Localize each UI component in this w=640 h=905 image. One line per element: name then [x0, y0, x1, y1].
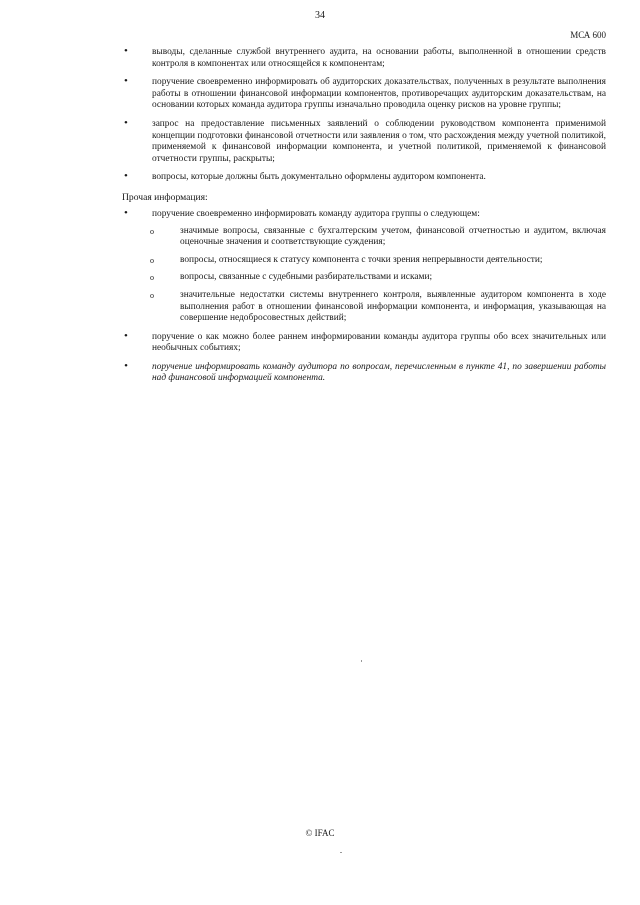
bullet-icon: •	[124, 359, 128, 372]
list-item	[122, 47, 606, 70]
list-item	[122, 172, 606, 184]
sub-list-item	[150, 290, 606, 325]
circle-bullet-icon: o	[150, 255, 154, 265]
sub-list-item-text: вопросы, относящиеся к статусу компонента с точки зрения непрерывности деятельности;	[180, 254, 543, 265]
sub-list-item-text: значительные недостатки системы внутреннего контроля, выявленные аудитором компонента в ходе выполнения работ в отношении финансовой информации компонента, и информация, указывающая на совершение недобросовестных действий;	[180, 289, 606, 324]
scan-speck	[340, 852, 342, 853]
standard-code: МСА 600	[570, 30, 606, 40]
bullet-icon: •	[124, 75, 128, 88]
bullet-icon: •	[124, 170, 128, 183]
document-body	[122, 47, 606, 392]
list-item-text: поручение о как можно более раннем информировании команды аудитора группы обо всех значительных или необычных событиях;	[152, 331, 606, 354]
circle-bullet-icon: o	[150, 290, 154, 300]
circle-bullet-icon: o	[150, 226, 154, 236]
sub-list	[150, 226, 606, 325]
list-item	[122, 77, 606, 112]
list-item-text: поручение своевременно информировать команду аудитора группы о следующем:	[152, 208, 480, 219]
sub-list-item-text: значимые вопросы, связанные с бухгалтерским учетом, финансовой отчетностью и аудитом, включая оценочные значения и соответствующие суждения;	[180, 225, 606, 248]
sub-list-item	[150, 226, 606, 249]
bullet-icon: •	[124, 45, 128, 57]
list-item-text: вопросы, которые должны быть документально оформлены аудитором компонента.	[152, 172, 486, 183]
page-number: 34	[315, 10, 325, 21]
list-item	[122, 359, 606, 385]
list-item-text: запрос на предоставление письменных заявлений о соблюдении руководством компонента применимой концепции подготовки финансовой отчетности или заявления о том, что расхождения между учетной политикой, применяемой к финансовой информации компонента, и учетной политикой, применяемой к финансовой отчетности группы, раскрыты;	[152, 118, 606, 164]
list-item-text: поручение своевременно информировать об аудиторских доказательствах, полученных в результате выполнения работы в отношении финансовой информации компонентов, противоречащих аудиторским доказательствам, на основании которых команда аудитора группы изначально проводила оценку рисков на уровне группы;	[152, 77, 606, 111]
sub-list-item-text: вопросы, связанные с судебными разбирательствами и исками;	[180, 272, 433, 283]
bullet-icon: •	[124, 116, 128, 129]
sub-list-item	[150, 272, 606, 284]
bullet-icon: •	[124, 329, 128, 342]
list-item	[122, 329, 606, 355]
list-item	[122, 206, 606, 325]
sub-list-item	[150, 255, 606, 267]
scan-speck	[361, 660, 362, 662]
section-heading: Прочая информация:	[122, 191, 208, 203]
copyright-footer: © IFAC	[305, 828, 335, 838]
circle-bullet-icon: o	[150, 273, 154, 283]
list-item-text: поручение информировать команду аудитора по вопросам, перечисленным в пункте 41, по завершении работы над финансовой информацией компонента.	[152, 361, 606, 384]
list-item-text: выводы, сделанные службой внутреннего аудита, на основании работы, выполненной в отношении средств контроля в компонентах или относящейся к компонентам;	[152, 47, 606, 69]
list-item	[122, 116, 606, 165]
bullet-icon: •	[124, 206, 128, 219]
